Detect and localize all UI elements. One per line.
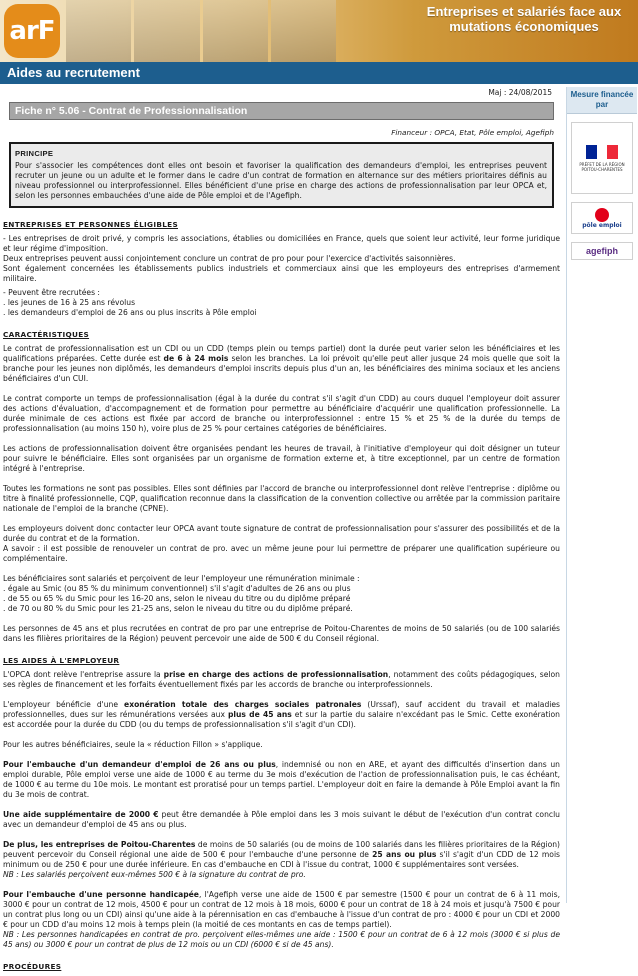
text-bold: Une aide supplémentaire de 2000 € (3, 810, 159, 819)
update-date: Maj : 24/08/2015 (488, 88, 552, 97)
aides-text-5 (3, 810, 560, 830)
text-run: L'employeur bénéficie d'une (3, 700, 125, 709)
aides-text-1 (3, 670, 560, 690)
fiche-title: Fiche n° 5.06 - Contrat de Professionnalisation (9, 102, 554, 120)
text-run: Le contrat de professionnalisation est un CDI ou un CDD (temps plein ou temps partiel) dont la durée peut varier selon les bénéficiaires et les qualifications préparées. Cette durée est (3, 344, 560, 363)
caracteristiques-text-5: Les employeurs doivent donc contacter leur OPCA avant toute signature de contrat de professionnalisation pour s'assurer des possibilités et de la durée du contrat et de la formation. (3, 524, 560, 543)
header-banner (0, 0, 638, 62)
text-run: , indemnisé ou non en ARE, et ayant des difficultés d'insertion dans un emploi durable, Pôle emploi verse une aide de 1000 € au terme du 3e mois d'exécution de l'action de professionnalisation puis, le cas échéant, de 1000 € au terme du 10e mois. Le montant est proratisé pour un temps partiel. L'employeur doit en faire la demande à Pôle Emploi avant la fin du 3e mois de contrat. (3, 760, 560, 799)
section-title: Aides au recrutement (0, 62, 638, 84)
republique-francaise-prefet-logo (571, 122, 633, 194)
eligibles-text-6: . les demandeurs d'emploi de 26 ans ou plus inscrits à Pôle emploi (3, 308, 257, 317)
banner-title: Entreprises et salariés face aux mutations économiques (426, 4, 622, 34)
caracteristiques-text-4: Toutes les formations ne sont pas possibles. Elles sont définies par l'accord de branche ou interprofessionnel dont relève l'entreprise : diplôme ou titre à finalité professionnelle, CQP, qualification reconnue dans la classification de la convention collective ou arrêtée par la commission paritaire nationale de l'emploi de la branche (CPNE). (3, 484, 560, 513)
arf-logo[interactable]: arF (4, 4, 60, 58)
procedures-heading: PROCÉDURES (3, 962, 62, 971)
principe-heading: PRINCIPE (15, 149, 54, 158)
text-run: et sur la partie du salaire n'excédant pas le Smic. Cette exonération est accordée pour la durée du CDD (ou du temps de professionnalisation s'il s'agit d'un CDI). (3, 710, 560, 729)
text-run: , notamment des coûts pédagogiques, selon ses règles de financement et les forfaits éventuellement fixés par les accords de branche ou interprofessionnels. (3, 670, 560, 689)
banner-photos (66, 0, 336, 62)
text-bold: Pour l'embauche d'un demandeur d'emploi de 26 ans ou plus (3, 760, 276, 769)
principe-text: Pour s'associer les compétences dont elles ont besoin et favoriser la qualification des demandeurs d'emploi, les entreprises peuvent recruter un jeune ou un adulte et le former dans le cadre d'un contrat de formation en alternance sur des métiers prioritaires définis au niveau professionnel ou interprofessionnel. Elles bénéficient d'une prise en charge des actions de professionnalisation par leur OPCA et, selon les personnes embauchées d'une aide de Pôle emploi et de l'Agefiph. (15, 161, 547, 200)
text-bold: plus de 45 ans (227, 710, 292, 719)
funders-sidebar (566, 87, 637, 903)
funders-title: Mesure financée par (567, 87, 637, 114)
caracteristiques-heading: CARACTÉRISTIQUES (3, 330, 90, 339)
pole-emploi-icon (595, 208, 609, 222)
aides-note-6: NB : Les salariés perçoivent eux-mêmes 500 € à la signature du contrat de pro. (3, 870, 306, 879)
caracteristiques-text-1 (3, 344, 560, 384)
text-bold: Pour l'embauche d'une personne handicapée (3, 890, 199, 899)
aides-text-6 (3, 840, 560, 870)
caracteristiques-text-3: Les actions de professionnalisation doivent être organisées pendant les heures de travail, à l'initiative d'employeur qui doit désigner un tuteur pour suivre le bénéficiaire. Elles sont organisées par un organisme de formation externe et, à titre exceptionnel, par un centre de formation intégré à l'entreprise. (3, 444, 560, 473)
aides-text-3: Pour les autres bénéficiaires, seule la « réduction Fillon » s'applique. (3, 740, 263, 749)
caracteristiques-text-10: . de 70 ou 80 % du Smic pour les 21-25 ans, selon le niveau du titre ou du diplôme préparé. (3, 604, 353, 613)
eligibles-text-2: Deux entreprises peuvent aussi conjointement conclure un contrat de pro pour pour l'exercice d'activités saisonnières. (3, 254, 456, 263)
pole-emploi-logo (571, 202, 633, 234)
financeur-line: Financeur : OPCA, Etat, Pôle emploi, Agefiph (391, 128, 554, 137)
text-bold: De plus, les entreprises de Poitou-Charentes (3, 840, 196, 849)
prefet-caption: PRÉFET DE LA RÉGION POITOU-CHARENTES (579, 161, 625, 172)
eligibles-heading: ENTREPRISES ET PERSONNES ÉLIGIBLES (3, 220, 178, 229)
aides-text-7 (3, 890, 560, 930)
text-run: , l'Agefiph verse une aide de 1500 € par semestre (1500 € pour un contrat de 6 à 11 mois, 3000 € pour un contrat de 12 mois, 4500 € pour un contrat de 12 mois à 18 mois, 6000 € pour un contrat de 18 à 24 mois et jusqu'à 7500 € pour un contrat plus long ou un CDI) ainsi qu'une aide à la pérennisation en cas d'embauche à l'issue d'un contrat de pro : 4000 € pour un CDI et 2000 € pour un CDD d'au moins 12 mois à temps plein (la moitié de ces montants en cas de temps partiel). (3, 890, 560, 929)
caracteristiques-text-9: . de 55 ou 65 % du Smic pour les 16-20 ans, selon le niveau du titre ou du diplôme préparé (3, 594, 351, 603)
eligibles-text-3: Sont également concernées les établissements publics industriels et commerciaux ainsi que les employeurs des entreprises d'armement militaire. (3, 264, 560, 283)
caracteristiques-text-8: . égale au Smic (ou 85 % du minimum conventionnel) s'il s'agit d'adultes de 26 ans ou plus (3, 584, 351, 593)
fiche-content (3, 86, 560, 976)
text-run: s'il s'agit d'un CDD de 12 mois minimum ou de 250 € pour une durée inférieure. En cas d'embauche en CDI à l'issue du contrat, 1000 € supplémentaires sont versées. (3, 850, 561, 869)
text-run: selon les branches. La loi prévoit qu'elle peut aller jusque 24 mois quelle que soit la branche pour les jeunes non diplômés, les demandeurs d'emploi inscrits depuis plus d'un an, les bénéficiaires des minima sociaux et les anciens bénéficiaires d'un CUI. (3, 354, 560, 383)
text-bold: exonération totale des charges sociales patronales (124, 700, 362, 709)
aides-heading: LES AIDES À L'EMPLOYEUR (3, 656, 120, 665)
duration-highlight: de 6 à 24 mois (163, 354, 229, 363)
pole-emploi-caption: pôle emploi (582, 221, 622, 229)
text-bold: prise en charge des actions de professionnalisation (163, 670, 389, 679)
caracteristiques-text-11: Les personnes de 45 ans et plus recrutées en contrat de pro par une entreprise de Poitou-Charentes de moins de 50 salariés (ou de 100 salariés dans les filières prioritaires de la Région) peuvent percevoir une aide de 500 € du Conseil régional. (3, 624, 560, 643)
aides-note-7: NB : Les personnes handicapées en contrat de pro. perçoivent elles-mêmes une aide : 1500 € pour un contrat de 6 à 12 mois (3000 € si plus de 45 ans) ou 3000 € pour un contrat de plus de 12 mois ou un CDI (6000 € si de 45 ans). (3, 930, 560, 949)
caracteristiques-text-6: A savoir : il est possible de renouveler un contrat de pro. avec un même jeune pour lui permettre de préparer une qualification supérieure ou complémentaire. (3, 544, 560, 563)
text-run: (Urssaf), sauf accident du travail et maladies professionnelles, dues sur les rémunérations versées aux (3, 700, 561, 719)
text-run: de moins de 50 salariés (ou de moins de 100 salariés dans les filières prioritaires de la Région) peuvent percevoir du Conseil régional une aide de 500 € pour l'embauche d'une personne de (3, 840, 561, 859)
eligibles-text-5: . les jeunes de 16 à 25 ans révolus (3, 298, 136, 307)
french-flag-icon (586, 145, 618, 159)
aides-text-4 (3, 760, 560, 800)
text-run: L'OPCA dont relève l'entreprise assure la (3, 670, 164, 679)
aides-text-2 (3, 700, 560, 730)
eligibles-text-4: - Peuvent être recrutées : (3, 288, 100, 297)
agefiph-logo: agefiph (571, 242, 633, 260)
text-bold: 25 ans ou plus (372, 850, 437, 859)
principe-box (9, 142, 554, 208)
eligibles-text-1: - Les entreprises de droit privé, y compris les associations, établies ou domiciliées en France, quels que soient leur activité, leur forme juridique et leur régime d'imposition. (3, 234, 560, 253)
caracteristiques-text-2: Le contrat comporte un temps de professionnalisation (égal à la durée du contrat s'il s'agit d'un CDD) au cours duquel l'employeur doit assurer des actions d'évaluation, d'accompagnement et de formation pour permettre au bénéficiaire d'acquérir une qualification professionnelle. La durée minimale de ces actions est fixée par accord de branche ou interprofessionnel : entre 15 % et 25 % de la durée du temps de professionnalisation (au moins 150 h), voire plus de 25 % pour certaines catégories de bénéficiaires. (3, 394, 560, 433)
caracteristiques-text-7: Les bénéficiaires sont salariés et perçoivent de leur l'employeur une rémunération minimale : (3, 574, 360, 583)
text-run: peut être demandée à Pôle emploi dans les 3 mois suivant le début de l'exécution d'un contrat conclu avec un demandeur d'emploi de 45 ans ou plus. (3, 810, 560, 829)
